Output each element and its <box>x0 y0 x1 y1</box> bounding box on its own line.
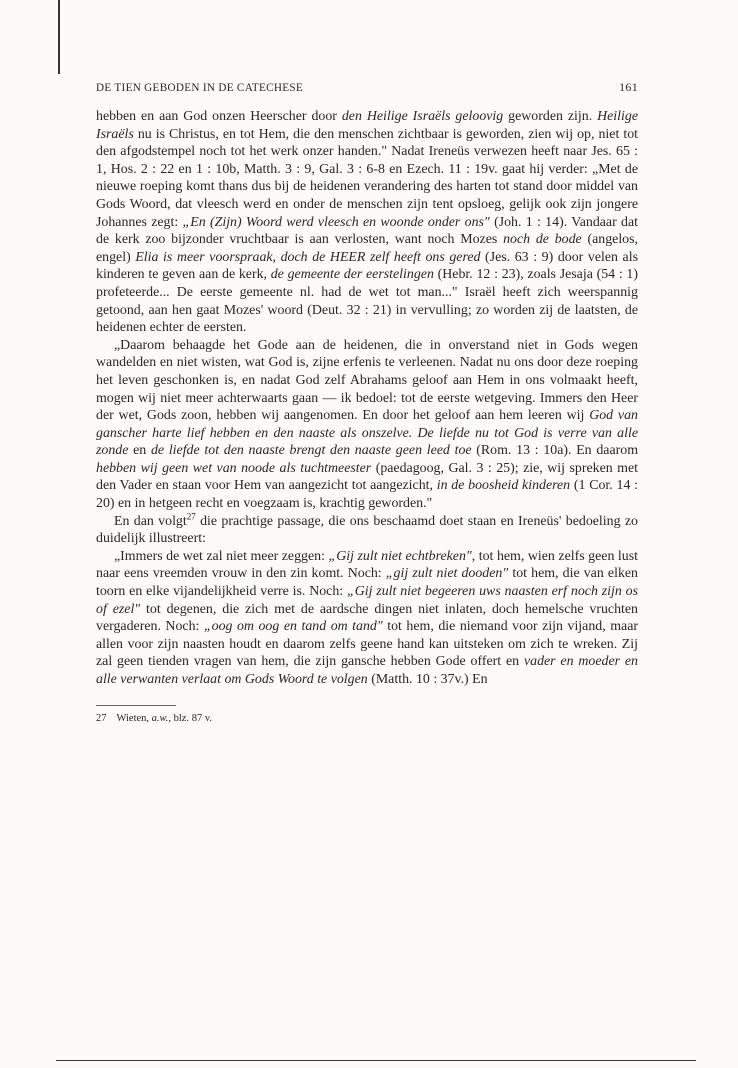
footnote <box>96 712 638 725</box>
paragraph-3: En dan volgt$^{27}$ die prachtige passage, die ons beschaamd doet staan en Ireneüs' bedoeling zo duidelijk illustreert: <box>96 511 638 547</box>
body-text <box>96 108 638 689</box>
paragraph-1: hebben en aan God onzen Heerscher door den Heilige Israëls geloovig geworden zijn. Heilige Israëls nu is Christus, en tot Hem, die den menschen zichtbaar is geworden, zien wij op, niet tot den afgodstempel noch tot het werk onzer handen." Nadat Ireneüs verwezen heeft naar Jes. 65 : 1, Hos. 2 : 22 en 1 : 10b, Matth. 3 : 9, Gal. 3 : 6-8 en Ezech. 11 : 19v. gaat hij verder: „Met de nieuwe roeping komt thans dus bij de heidenen verandering des harten tot stand door middel van Gods Woord, dat vleesch werd en onder de menschen zijn tent opsloeg, gelijk ook zijn jongere Johannes zegt: „En (Zijn) Woord werd vleesch en woonde onder ons" (Joh. 1 : 14). Vandaar dat de kerk zoo bijzonder vruchtbaar is aan verlosten, want noch Mozes noch de bode (angelos, engel) Elia is meer voorspraak, doch de HEER zelf heeft ons gered (Jes. 63 : 9) door velen als kinderen te geven aan de kerk, de gemeente der eerstelingen (Hebr. 12 : 23), zoals Jesaja (54 : 1) profeteerde... De eerste gemeente nl. had de wet tot man..." Israël heeft zich weerspannig getoond, aan hen gaat Mozes' woord (Deut. 32 : 21) in vervulling; zo worden zij de laatsten, de heidenen echter de eersten. <box>96 109 639 336</box>
footnote-number: 27 <box>96 712 107 724</box>
book-page <box>96 80 638 725</box>
scan-edge-line <box>58 0 60 74</box>
running-header <box>96 80 638 100</box>
running-title: DE TIEN GEBODEN IN DE CATECHESE <box>96 82 304 94</box>
footnote-marker: 27 <box>186 511 196 522</box>
footnote-rule <box>96 705 176 706</box>
scan-bottom-line <box>56 1060 696 1061</box>
paragraph-2: „Daarom behaagde het Gode aan de heidenen, die in onverstand niet in Gods wegen wandelden en niet wisten, wat God is, zijne erfenis te verleenen. Nadat nu ons door deze roeping het leven geschonken is, en nadat God zelf Abrahams geloof aan Hem in ons volmaakt heeft, mogen wij niet meer achterwaarts gaan — ik bedoel: tot de eerste wetgeving. Immers den Heer der wet, Gods zoon, hebben wij aangenomen. En door het geloof aan hem leeren wij God van ganscher harte lief hebben en den naaste als onszelve. De liefde nu tot God is verre van alle zonde en de liefde tot den naaste brengt den naaste geen leed toe (Rom. 13 : 10a). En daarom hebben wij geen wet van noode als tuchtmeester (paedagoog, Gal. 3 : 25); zie, wij spreken met den Vader en staan voor Hem van aangezicht tot aangezicht, in de boosheid kinderen (1 Cor. 14 : 20) en in hetgeen recht en voegzaam is, krachtig geworden." <box>96 337 638 512</box>
page-number: 161 <box>619 80 638 94</box>
paragraph-4: „Immers de wet zal niet meer zeggen: „Gij zult niet echtbreken", tot hem, wien zelfs geen lust naar eens vreemden vrouw in den zin komt. Noch: „gij zult niet dooden" tot hem, die van elken toorn en elke vijandelijkheid verre is. Noch: „Gij zult niet begeeren uws naasten erf noch zijn os of ezel" tot degenen, die zich met de aardsche dingen niet inlaten, doch hemelsche vruchten vergaderen. Noch: „oog om oog en tand om tand" tot hem, die niemand voor zijn vijand, maar allen voor zijn naasten houdt en daarom zelfs geene hand kan uitsteken om zich te wreken. Zij zal geen tienden vragen van hem, die zijn gansche hebben Gode offert en vader en moeder en alle verwanten verlaat om Gods Woord te volgen (Matth. 10 : 37v.) En <box>96 548 638 687</box>
footnote-text: Wieten, a.w., blz. 87 v. <box>116 712 213 724</box>
